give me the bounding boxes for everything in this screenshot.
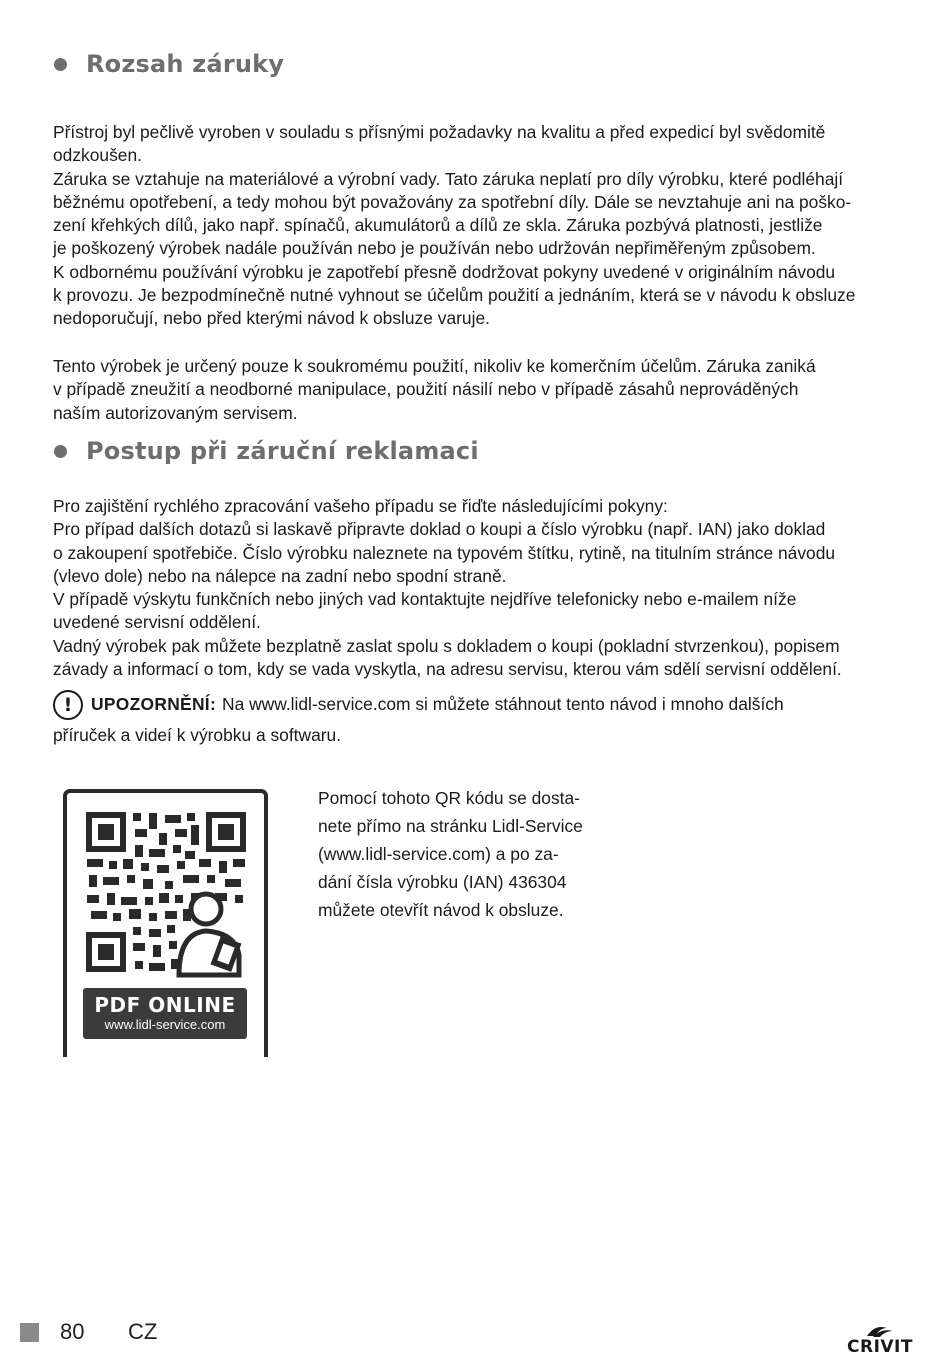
warranty-claim-heading — [53, 437, 479, 465]
warranty-claim-paragraph — [53, 495, 923, 681]
notice-box — [53, 690, 923, 747]
text-line: odzkoušen. — [53, 145, 142, 166]
notice-text: Na www.lidl-service.com si můžete stáhnout tento návod i mnoho dalších — [222, 694, 784, 715]
pdf-online-title: PDF ONLINE — [94, 993, 236, 1017]
text-line: běžnému opotřebení, a tedy mohou být považovány za spotřební díly. Dále se nevztahuje ani na poško- — [53, 191, 852, 212]
text-line: v případě zneužití a neodborné manipulace, použití násilí nebo v případě zásahů neprováděných — [53, 379, 799, 400]
pdf-online-url: www.lidl-service.com — [104, 1017, 226, 1032]
text-line: Přístroj byl pečlivě vyroben v souladu s přísnými požadavky na kvalitu a před expedicí byl svědomitě — [53, 122, 826, 142]
text-line: je poškozený výrobek nadále používán nebo je používán nebo udržován nepřiměřeným způsobem. — [53, 238, 816, 259]
text-line: o zakoupení spotřebiče. Číslo výrobku naleznete na typovém štítku, rytině, na titulním stránce návodu — [53, 542, 836, 563]
text-line: (www.lidl-service.com) a po za- — [318, 844, 559, 864]
warranty-scope-paragraph — [53, 121, 923, 331]
text-line: Vadný výrobek pak můžete bezplatně zaslat spolu s dokladem o koupi (pokladní stvrzenkou), popisem — [53, 635, 840, 656]
language-code: CZ — [128, 1319, 158, 1344]
qr-code-card[interactable] — [63, 789, 268, 1057]
footer-marker — [20, 1323, 39, 1342]
text-line: V případě výskytu funkčních nebo jiných vad kontaktujte nejdříve telefonicky nebo e-mailem níže — [53, 589, 797, 610]
text-line: nete přímo na stránku Lidl-Service — [318, 816, 583, 836]
private-use-paragraph — [53, 355, 923, 425]
warranty-scope-heading — [53, 50, 284, 78]
bullet-icon — [54, 445, 67, 458]
text-line: můžete otevřít návod k obsluze. — [318, 900, 564, 920]
qr-code-icon — [79, 805, 252, 985]
warranty-scope-title: Rozsah záruky — [86, 50, 285, 78]
text-line: (vlevo dole) nebo na nálepce na zadní nebo spodní straně. — [53, 565, 507, 586]
text-line: Záruka se vztahuje na materiálové a výrobní vady. Tato záruka neplatí pro díly výrobku, které podléhají — [53, 168, 844, 189]
page-number: 80 — [60, 1319, 85, 1344]
person-reading-icon — [179, 894, 241, 975]
crivit-brand-text: CRIVIT — [847, 1337, 913, 1357]
text-line: závady a informací o tom, kdy se vada vyskytla, na adresu servisu, kterou vám sdělí servisní oddělení. — [53, 659, 842, 680]
pdf-online-badge — [83, 988, 247, 1039]
text-line: nedoporučují, nebo před kterými návod k obsluze varuje. — [53, 308, 490, 329]
bullet-icon — [54, 58, 67, 71]
warranty-claim-title: Postup při záruční reklamaci — [86, 437, 479, 465]
text-line: k provozu. Je bezpodmínečně nutné vyhnout se účelům použití a jednáním, která se v návodu k obsluze — [53, 285, 856, 306]
text-line: naším autorizovaným servisem. — [53, 402, 298, 423]
text-line: zení křehkých dílů, jako např. spínačů, akumulátorů a dílů ze skla. Záruka pozbývá platnosti, jestliže — [53, 215, 823, 236]
text-line: uvedené servisní oddělení. — [53, 612, 261, 633]
crivit-logo — [847, 1322, 917, 1360]
notice-text: příruček a videí k výrobku a softwaru. — [53, 725, 342, 745]
text-line: Pomocí tohoto QR kódu se dosta- — [318, 788, 580, 808]
notice-label: UPOZORNĚNÍ: — [91, 694, 217, 715]
text-line: Pro případ dalších dotazů si laskavě připravte doklad o koupi a číslo výrobku (např. IAN) jako doklad — [53, 519, 826, 540]
qr-description — [318, 784, 618, 924]
text-line: dání čísla výrobku (IAN) 436304 — [318, 872, 567, 892]
exclamation-circle-icon: ! — [53, 690, 83, 720]
text-line: K odbornému používání výrobku je zapotřebí přesně dodržovat pokyny uvedené v originálním návodu — [53, 261, 836, 282]
text-line: Pro zajištění rychlého zpracování vašeho případu se řiďte následujícími pokyny: — [53, 496, 668, 516]
text-line: Tento výrobek je určený pouze k soukromému použití, nikoliv ke komerčním účelům. Záruka zaniká — [53, 356, 816, 376]
